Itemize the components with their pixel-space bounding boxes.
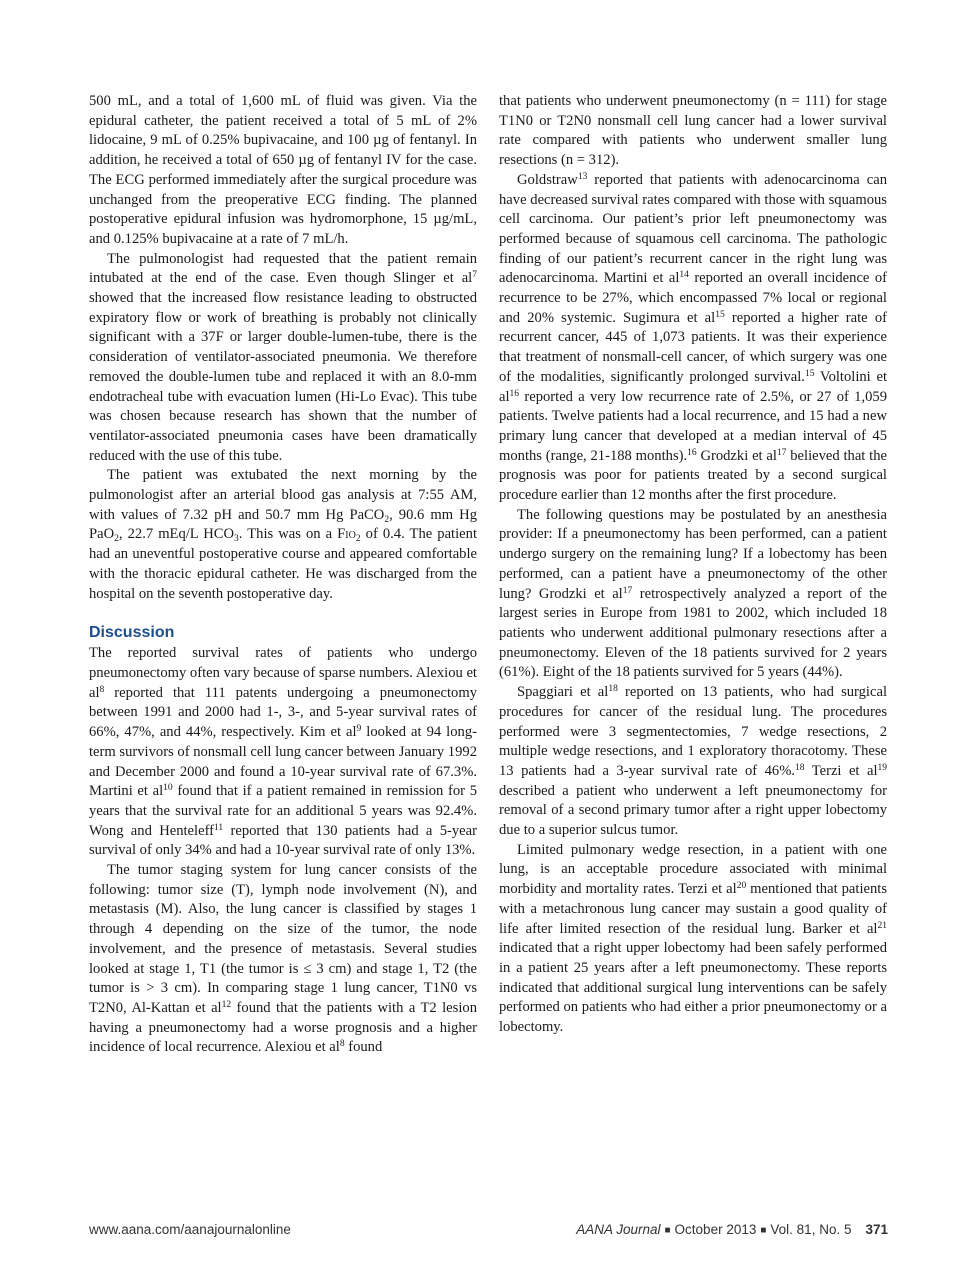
citation-ref: 19	[877, 762, 887, 773]
paragraph: The patient was extubated the next morning by the pulmonologist after an arterial blood gas analysis at 7:55 AM, with values of 7.32 pH and 50.7 mm Hg PaCO$_2$, 90.6 mm Hg PaO$_2$, 22.7 mEq/L $HCO_3$. This was on a Fio$_2$ of 0.4. The patient had an uneventful postoperative course and appeared comfortable with the thoracic epidural catheter. He was discharged from the hospital on the seventh postoperative day.	[89, 467, 477, 602]
separator-icon: ■	[760, 1225, 767, 1236]
right-column	[499, 92, 887, 1038]
section-heading-discussion: Discussion	[89, 624, 175, 642]
citation-ref: 11	[214, 822, 224, 833]
paragraph: that patients who underwent pneumonectomy (n = 111) for stage T1N0 or T2N0 nonsmall cell lung cancer had a lower survival rate compared with patients who underwent smaller lung resections (n = 312).	[499, 93, 887, 169]
paragraph: The reported survival rates of patients who undergo pneumonectomy often vary because of sparse numbers. Alexiou et $al^8$ reported that 111 patents undergoing a pneumonectomy between 1991 and 2000 had 1-, 3-, and 5-year survival rates of 66%, 47%, and 44%, respectively. Kim et $al^9$ looked at 94 long-term survivors of nonsmall cell lung cancer between January 1992 and December 2000 and found a 10-year survival rate of 67.3%. Martini et $al^{10}$ found that if a patient remained in remission for 5 years that the survival rate for an additional 5 years was 92.4%. Wong and Henteleff$^{11}$ reported that 130 patients had a 5-year survival of only 34% and had a 10-year survival rate of only 13%.	[89, 645, 477, 859]
citation-ref: 17	[622, 585, 633, 596]
citation-ref: 17	[776, 447, 787, 458]
citation-ref: 20	[736, 881, 747, 892]
paragraph: Spaggiari et $al^{18}$ reported on 13 patients, who had surgical procedures for cancer of the residual lung. The procedures performed were 3 segmentectomies, 7 wedge resections, 2 multiple wedge resections, and 1 exploratory thoracotomy. These 13 patients had a 3-year survival rate of 46%.$^{18}$ Terzi et $al^{19}$ described a patient who underwent a left pneumonectomy for removal of a second primary tumor after a right upper lobectomy due to a superior sulcus tumor.	[499, 684, 888, 839]
citation-ref: 8	[339, 1039, 345, 1050]
citation-ref: 8	[99, 684, 105, 695]
paragraph: Goldstraw$^{13}$ reported that patients with adenocarcinoma can have decreased survival rates compared with those with squamous cell carcinoma. Our patient’s prior left pneumonectomy was performed because of squamous cell carcinoma. The pathologic finding of our patient’s recurrent cancer in the right lung was adenocarcinoma. Martini et $al^{14}$ reported an overall incidence of recurrence to be 27%, which encompassed 7% local or regional and 20% systemic. Sugimura et $al^{15}$ reported a higher rate of recurrent cancer, 445 of 1,073 patients. It was their experience that treatment of nonsmall-cell cancer, of which surgery was one of the modalities, significantly prolonged survival.$^{15}$ Voltolini et $al^{16}$ reported a very low recurrence rate of 2.5%, or 27 of 1,059 patients. Twelve patients had a local recurrence, and 15 had a new primary lung cancer that developed at a median interval of 45 months (range, 21-188 months).$^{16}$ Grodzki et $al^{17}$ believed that the prognosis was poor for patients treated by a second surgical procedure earlier than 12 months after the first procedure.	[499, 171, 888, 504]
citation-ref: 15	[804, 368, 815, 379]
page-footer	[89, 1222, 888, 1242]
volume-issue: Vol. 81, No. 5	[770, 1222, 852, 1237]
citation-ref: 18	[795, 762, 805, 773]
paragraph: The following questions may be postulated by an anesthesia provider: If a pneumonectomy has been performed, can a patient undergo surgery on the remaining lung? If a lobectomy has been performed, can a patient have a pneumonectomy of the other lung? Grodzki et $al^{17}$ retrospectively analyzed a report of the largest series in Europe from 1981 to 2002, which included 18 patients who underwent additional pulmonary resections after a pneumonectomy. Eleven of the 18 patients survived for 2 years (61%). Eight of the 18 patients survived for 5 years (44%).	[499, 506, 887, 681]
citation-ref: 12	[221, 999, 232, 1010]
journal-url[interactable]: www.aana.com/aanajournalonline	[89, 1222, 291, 1237]
separator-icon: ■	[664, 1225, 671, 1236]
paragraph: The tumor staging system for lung cancer consists of the following: tumor size (T), lymph node involvement (N), and metastasis (M). Also, the lung cancer is classified by stages 1 through 4 depending on the size of the tumor, the node involvement, and the presence of metastasis. Several studies looked at stage 1, T1 (the tumor is ≤ 3 cm) and stage 1, T2 (the tumor is > 3 cm). In comparing stage 1 lung cancer, T1N0 vs T2N0, Al-Kattan et $al^{12}$ found that the patients with a T2 lesion having a pneumonectomy had a worse prognosis and a higher incidence of local recurrence. Alexiou et $al^8$ found	[89, 862, 477, 1056]
paragraph: Limited pulmonary wedge resection, in a patient with one lung, is an acceptable procedure associated with minimal morbidity and mortality rates. Terzi et $al^{20}$ mentioned that patients with a metachronous lung cancer may sustain a good quality of life after limited resection of the residual lung. Barker et $al^{21}$ indicated that a right upper lobectomy had been safely performed in a patient 25 years after a left pneumonectomy. These reports indicated that additional surgical lung interventions can be safely performed on patients who had either a prior pneumonectomy or a lobectomy.	[499, 841, 888, 1036]
paragraph: The pulmonologist had requested that the patient remain intubated at the end of the case. Even though Slinger et $al^7$ showed that the increased flow resistance leading to obstructed expiratory flow or work of breathing is probably not clinically significant with a 37F or larger double-lumen-tube, there is the consideration of ventilator-associated pneumonia. We therefore removed the double-lumen tube and replaced it with an 8.0-mm endotracheal tube with evacuation lumen (Hi-Lo Evac). This tube was chosen because research has shown that the number of ventilator-associated pneumonia cases have been dramatically reduced with the use of this tube.	[89, 250, 477, 464]
citation-ref: 14	[679, 270, 689, 281]
citation-ref: 16	[687, 447, 697, 458]
citation-ref: 18	[608, 684, 618, 695]
issue-date: October 2013	[674, 1222, 757, 1237]
citation-ref: 21	[877, 920, 887, 931]
citation-ref: 15	[715, 309, 725, 320]
citation-ref: 10	[163, 783, 173, 794]
citation-ref: 7	[472, 270, 477, 281]
citation-ref: 13	[577, 171, 588, 182]
page-number: 371	[865, 1222, 888, 1237]
left-column	[89, 92, 477, 1058]
paragraph: 500 mL, and a total of 1,600 mL of fluid was given. Via the epidural catheter, the patient received a total of 5 mL of 2% lidocaine, 9 mL of 0.25% bupivacaine, and 100 µg of fentanyl. In addition, he received a total of 650 µg of fentanyl IV for the case. The ECG performed immediately after the surgical procedure was unchanged from the preoperative ECG finding. The planned postoperative epidural infusion was hydromorphone, 15 µg/mL, and 0.125% bupivacaine at a rate of 7 mL/h.	[89, 93, 477, 247]
citation-ref: 9	[356, 724, 362, 735]
journal-citation	[576, 1222, 888, 1237]
citation-ref: 16	[509, 388, 520, 399]
journal-name: AANA Journal	[576, 1222, 661, 1237]
